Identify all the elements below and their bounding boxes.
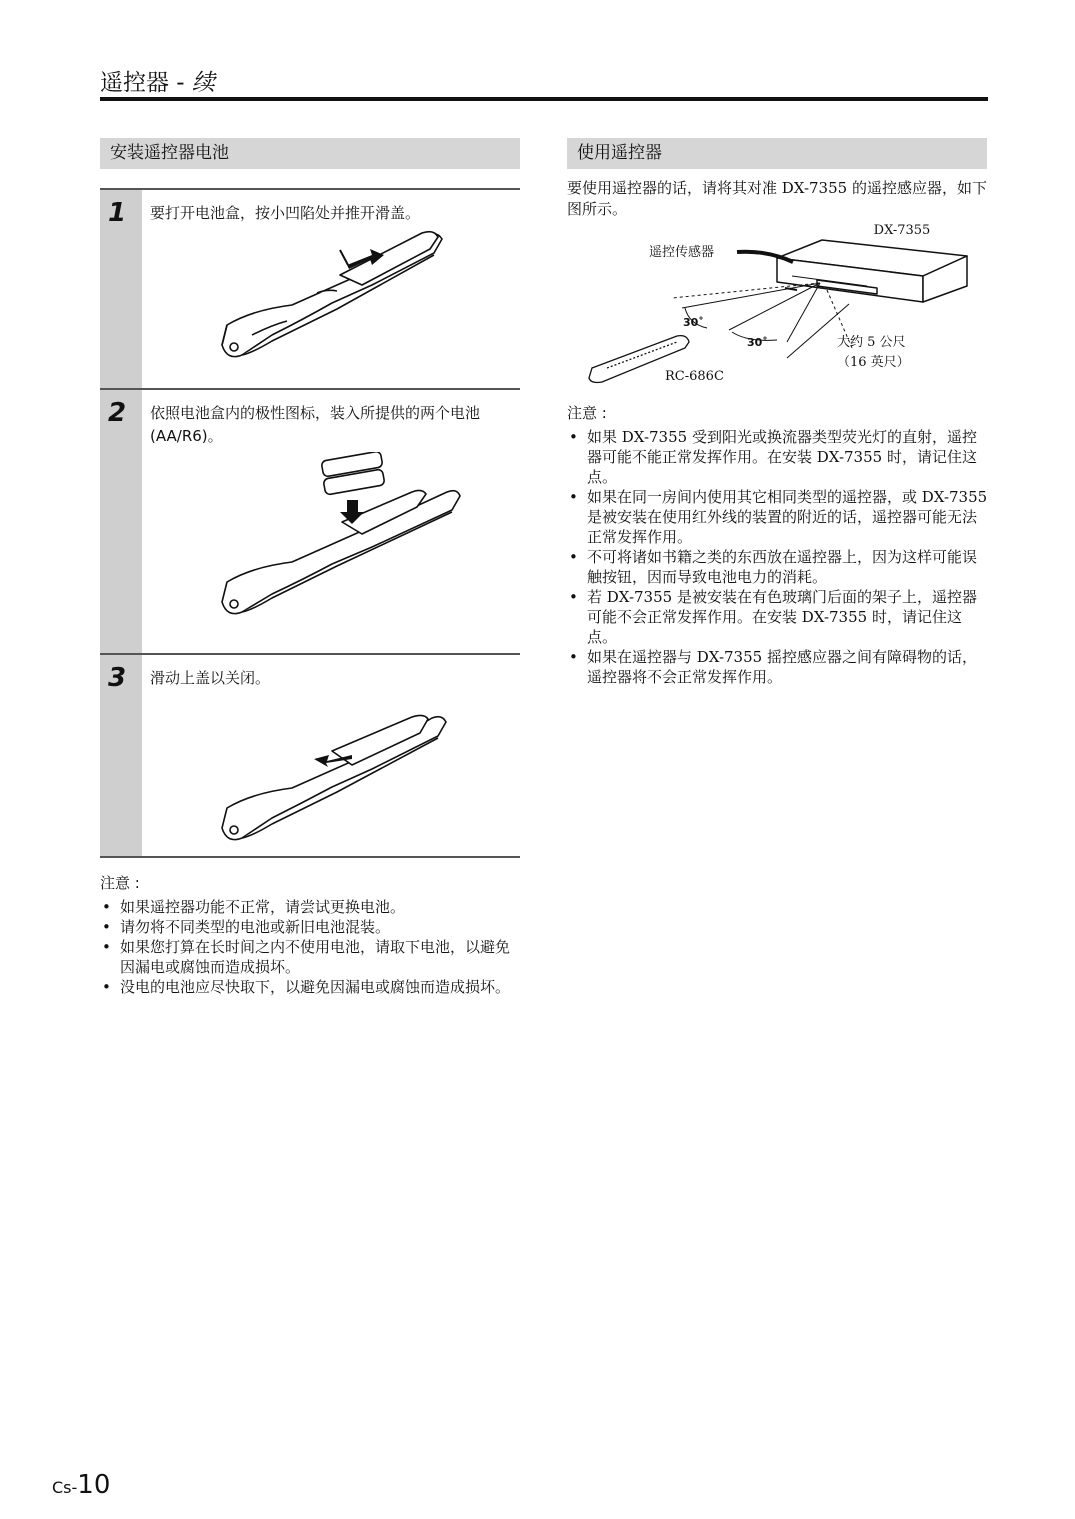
distance-label: 大约 5 公尺 — [837, 335, 906, 350]
step-number: 2 — [108, 398, 127, 428]
header-rule — [100, 97, 988, 101]
note-item: • 如果在遥控器与 DX-7355 摇控感应器之间有障碍物的话，遥控器将不会正常发挥作用。 — [567, 647, 989, 687]
step-3 — [100, 653, 520, 858]
step-number: 3 — [108, 663, 127, 693]
note-item: • 如果遥控器功能不正常，请尝试更换电池。 — [100, 897, 520, 917]
note-item: • 如果 DX-7355 受到阳光或换流器类型荧光灯的直射，遥控器可能不能正常发挥作用。在安装 DX-7355 时，请记住这点。 — [567, 427, 989, 487]
sensor-label: 遥控传感器 — [649, 245, 715, 260]
device-label: DX-7355 — [873, 223, 931, 238]
section-title-battery — [100, 138, 520, 169]
dx-7355-device-drawing — [777, 240, 967, 302]
using-remote-note-title: 注意 : — [567, 404, 607, 422]
page-number-value: 10 — [77, 1470, 111, 1500]
step-text: 依照电池盒内的极性图标，装入所提供的两个电池 (AA/R6)。 — [150, 404, 481, 445]
note-item: • 如果您打算在长时间之内不使用电池，请取下电池，以避免因漏电或腐蚀而造成损坏。 — [100, 937, 520, 977]
battery-note-title: 注意 : — [100, 874, 140, 892]
step-number-column — [100, 190, 142, 388]
remote-model-label: RC-686C — [665, 369, 724, 384]
remote-open-cover-illustration — [212, 225, 512, 375]
note-item: • 如果在同一房间内使用其它相同类型的遥控器，或 DX-7355 是被安装在使用红外线的装置的附近的话，遥控器可能无法正常发挥作用。 — [567, 487, 989, 547]
angle-right-label: 30˚ — [747, 336, 768, 349]
using-remote-intro: 要使用遥控器的话，请将其对准 DX-7355 的遥控感应器，如下图所示。 — [567, 179, 987, 218]
section-title-using-remote-text: 使用遥控器 — [577, 143, 662, 163]
step-number: 1 — [108, 198, 127, 228]
step-body — [142, 390, 520, 653]
angle-left-label: 30˚ — [683, 316, 704, 329]
page-title-main: 遥控器 — [100, 70, 169, 96]
step-1 — [100, 188, 520, 388]
remote-range-diagram — [567, 218, 987, 390]
note-item: • 没电的电池应尽快取下，以避免因漏电或腐蚀而造成损坏。 — [100, 977, 520, 997]
battery-steps — [100, 188, 520, 858]
step-number-column — [100, 655, 142, 856]
section-title-using-remote — [567, 138, 987, 169]
step-2 — [100, 388, 520, 653]
page-title-suffix: 续 — [191, 70, 215, 96]
page-title — [100, 64, 215, 97]
note-item: • 请勿将不同类型的电池或新旧电池混装。 — [100, 917, 520, 937]
using-remote-notes — [567, 427, 989, 687]
step-text: 要打开电池盒，按小凹陷处并推开滑盖。 — [150, 204, 421, 222]
page-number-prefix: Cs- — [52, 1478, 78, 1497]
section-title-battery-text: 安装遥控器电池 — [110, 143, 229, 163]
step-text: 滑动上盖以关闭。 — [150, 669, 271, 687]
note-item: • 若 DX-7355 是被安装在有色玻璃门后面的架子上，遥控器可能不会正常发挥作用。在安装 DX-7355 时，请记住这点。 — [567, 587, 989, 647]
remote-insert-batteries-illustration — [212, 452, 512, 622]
step-body — [142, 655, 520, 856]
distance-alt-label: （16 英尺） — [837, 355, 910, 370]
note-item: • 不可将诸如书籍之类的东西放在遥控器上，因为这样可能误触按钮，因而导致电池电力的消耗。 — [567, 547, 989, 587]
page-title-separator: - — [169, 70, 192, 96]
step-body — [142, 190, 520, 388]
page-number — [52, 1470, 110, 1500]
battery-notes — [100, 897, 520, 997]
remote-close-cover-illustration — [212, 703, 512, 853]
step-number-column — [100, 390, 142, 653]
